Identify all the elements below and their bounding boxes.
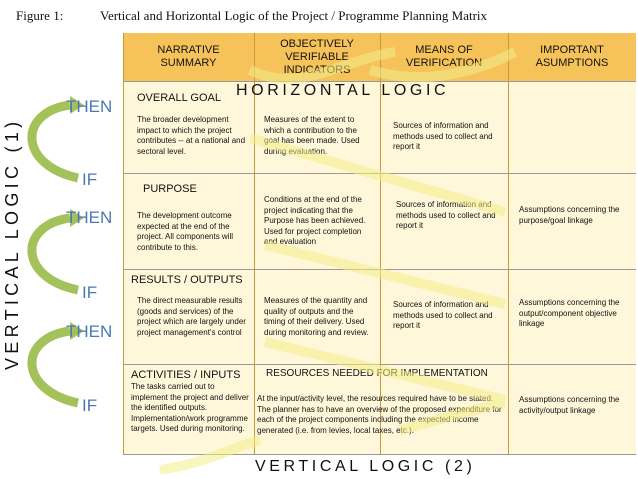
figure-title: Vertical and Horizontal Logic of the Project / Programme Planning Matrix	[100, 8, 488, 23]
then-label-2: THEN	[66, 208, 113, 227]
horizontal-arrow	[250, 138, 505, 212]
row-title-results-outputs: RESULTS / OUTPUTS	[131, 274, 243, 286]
horizontal-arrow	[265, 342, 505, 400]
goal-narrative: The broader development impact to which the project contributes -- at a national and sectoral level.	[137, 115, 246, 156]
results-indicators: Measures of the quantity and quality of outputs and the timing of their delivery. Used during monitoring and review.	[264, 296, 369, 337]
resources-needed-title: RESOURCES NEEDED FOR IMPLEMENTATION	[266, 368, 488, 379]
results-verification: Sources of information and methods used to collect and report it	[393, 300, 493, 330]
purpose-indicators: Conditions at the end of the project indicating that the Purpose has been achieved. Used for project completion and evaluation	[264, 195, 366, 246]
goal-verification: Sources of information and methods used to collect and report it	[393, 121, 493, 151]
if-label-3: IF	[82, 396, 98, 415]
activities-assumptions: Assumptions concerning the activity/output linkage	[519, 395, 620, 415]
horizontal-logic-label: HORIZONTAL LOGIC	[236, 82, 450, 99]
header-means-of-verification: MEANS OF VERIFICATION	[405, 44, 483, 69]
header-narrative-summary: NARRATIVE SUMMARY	[157, 44, 220, 69]
goal-indicators: Measures of the extent to which a contribution to the goal has been made. Used during evaluation.	[264, 115, 360, 156]
horizontal-arrow	[160, 440, 260, 470]
horizontal-arrow	[400, 402, 505, 430]
then-label-3: THEN	[66, 322, 113, 341]
row-title-purpose: PURPOSE	[143, 183, 197, 195]
resources-needed-text: At the input/activity level, the resources required have to be stated. The planner has to have an overview of the proposed expenditure for each of the project components including the expected income generated (i.e. from levies, local taxes, etc.).	[257, 394, 502, 435]
results-assumptions: Assumptions concerning the output/component objective linkage	[519, 298, 620, 328]
purpose-narrative: The development outcome expected at the end of the project. All components will contribute to this.	[137, 211, 234, 252]
header-important-assumptions: IMPORTANT ASUMPTIONS	[535, 44, 609, 69]
results-narrative: The direct measurable results (goods and services) of the project which are largely under project management's control	[137, 296, 246, 337]
horizontal-arrow	[265, 245, 505, 304]
purpose-verification: Sources of information and methods used to collect and report it	[396, 200, 496, 230]
if-label-2: IF	[82, 283, 98, 302]
header-verifiable-indicators: OBJECTIVELY VERIFIABLE INDICATORS	[280, 37, 354, 76]
if-label-1: IF	[82, 170, 98, 189]
purpose-assumptions: Assumptions concerning the purpose/goal linkage	[519, 205, 620, 225]
figure-number: Figure 1:	[16, 8, 64, 23]
row-title-overall-goal: OVERALL GOAL	[137, 92, 221, 104]
activities-narrative: The tasks carried out to implement the project and deliver the identified outputs. Implementation/work programme targets. Used during monitoring.	[131, 382, 249, 433]
then-label-1: THEN	[66, 97, 113, 116]
vertical-logic-2-label: VERTICAL LOGIC (2)	[255, 458, 476, 475]
vertical-logic-1-label: VERTICAL LOGIC (1)	[2, 117, 22, 370]
row-title-activities-inputs: ACTIVITIES / INPUTS	[131, 369, 241, 381]
